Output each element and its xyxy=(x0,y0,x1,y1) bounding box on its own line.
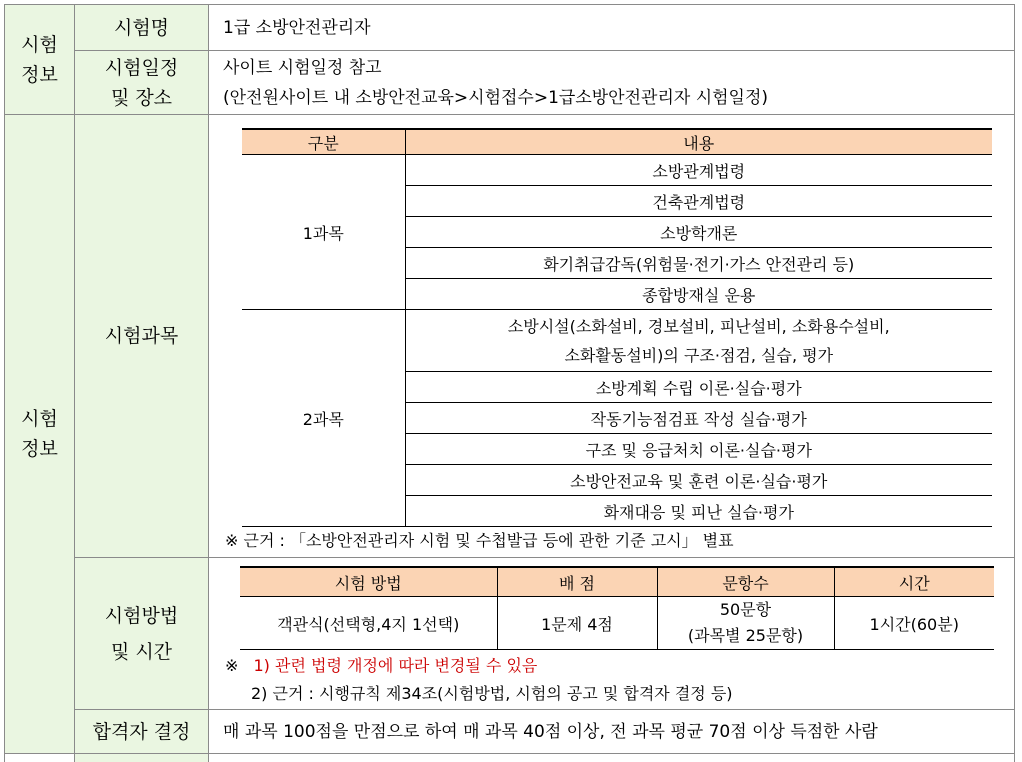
pass-value: 매 과목 100점을 만점으로 하여 매 과목 40점 이상, 전 과목 평균 70점 이상 득점한 사람 xyxy=(209,710,1015,754)
subject2-item: 작동기능점검표 작성 실습·평가 xyxy=(405,403,992,434)
method-col-score: 배 점 xyxy=(497,567,657,597)
method-note2: 2) 근거 : 시행규칙 제34조(시험방법, 시험의 공고 및 합격자 결정 등) xyxy=(251,684,733,703)
subject1-label: 1과목 xyxy=(242,155,405,310)
subjects-col-category: 구분 xyxy=(242,129,405,155)
subjects-table xyxy=(242,128,992,527)
subject2-item1-line1: 소방시설(소화설비, 경보설비, 피난설비, 소화용수설비, xyxy=(507,316,890,336)
method-header xyxy=(75,558,209,710)
method-header-line1: 시험방법 xyxy=(104,604,179,627)
bottom-filler-1 xyxy=(5,754,75,762)
method-note1 xyxy=(209,652,1014,680)
count-line1: 50문항 xyxy=(719,600,772,619)
info-group-label xyxy=(5,5,75,115)
subjects-header: 시험과목 xyxy=(75,115,209,558)
schedule-line2: (안전원사이트 내 소방안전교육>시험접수>1급소방안전관리자 시험일정) xyxy=(223,87,769,108)
pass-header: 합격자 결정 xyxy=(75,710,209,754)
schedule-header-line1: 시험일정 xyxy=(104,56,179,79)
schedule-header-line2: 및 장소 xyxy=(110,86,173,109)
method-value: 객관식(선택형,4지 1선택) xyxy=(240,597,497,650)
subject2-item1-line2: 소화활동설비)의 구조·점검, 실습, 평가 xyxy=(564,345,834,365)
method-col-method: 시험 방법 xyxy=(240,567,497,597)
method-header-line2: 및 시간 xyxy=(110,640,173,663)
subject1-item: 화기취급감독(위험물·전기·가스 안전관리 등) xyxy=(405,248,992,279)
subject2-item-facilities xyxy=(405,310,992,372)
schedule-line1: 사이트 시험일정 참고 xyxy=(223,57,382,78)
method-col-count: 문항수 xyxy=(657,567,834,597)
bottom-filler-2 xyxy=(75,754,209,762)
subject2-item: 화재대응 및 피난 실습·평가 xyxy=(405,496,992,527)
exam-group-label xyxy=(5,115,75,754)
exam-name-header: 시험명 xyxy=(75,5,209,51)
info-group-label-text: 시험 정보 xyxy=(21,33,58,86)
subjects-note: ※ 근거 : 「소방안전관리자 시험 및 수첩발급 등에 관한 기준 고시」 별표 xyxy=(225,531,734,550)
method-table xyxy=(240,566,994,650)
subjects-cell xyxy=(209,115,1015,558)
method-cell xyxy=(209,558,1015,710)
time-value: 1시간(60분) xyxy=(834,597,994,650)
exam-info-table xyxy=(4,4,1015,762)
score-value: 1문제 4점 xyxy=(497,597,657,650)
subject1-item: 종합방재실 운용 xyxy=(405,279,992,310)
exam-group-label-text: 시험 정보 xyxy=(21,408,58,460)
subject2-item: 소방안전교육 및 훈련 이론·실습·평가 xyxy=(405,465,992,496)
subjects-col-content: 내용 xyxy=(405,129,992,155)
subject2-item: 구조 및 응급처치 이론·실습·평가 xyxy=(405,434,992,465)
bottom-filler-3 xyxy=(209,754,1015,762)
subject1-item: 소방관계법령 xyxy=(405,155,992,186)
subject2-item: 소방계획 수립 이론·실습·평가 xyxy=(405,372,992,403)
method-col-time: 시간 xyxy=(834,567,994,597)
schedule-header xyxy=(75,51,209,115)
subject1-item: 건축관계법령 xyxy=(405,186,992,217)
method-note1-text: 1) 관련 법령 개정에 따라 변경될 수 있음 xyxy=(253,656,538,675)
exam-name-value: 1급 소방안전관리자 xyxy=(209,5,1015,51)
subject2-label: 2과목 xyxy=(242,310,405,527)
subject1-item: 소방학개론 xyxy=(405,217,992,248)
count-line2: (과목별 25문항) xyxy=(687,626,804,645)
method-note1-mark: ※ xyxy=(225,656,239,675)
schedule-value xyxy=(209,51,1015,115)
count-value xyxy=(657,597,834,650)
